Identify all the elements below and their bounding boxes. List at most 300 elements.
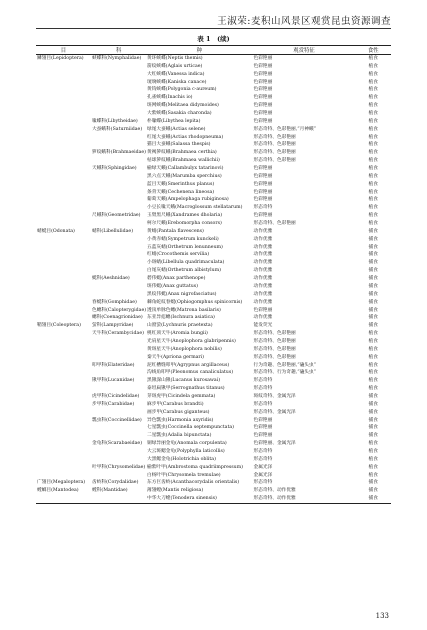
cell-species: 孔雀蛱蝶(Inachis io) (147, 95, 193, 101)
cell-trait: 形态奇特、色彩艳丽 (253, 221, 296, 227)
cell-family: 步甲科(Carabidae) (92, 401, 135, 407)
cell-trait: 色彩艳丽 (253, 173, 273, 179)
cell-family: 萤科(Lampyridae) (92, 323, 134, 329)
column-header-family: 科 (115, 48, 122, 54)
cell-trait: 行为奇趣、色彩艳丽,“磕头虫” (253, 362, 317, 368)
cell-family: 瓢虫科(Coccinellidae) (92, 417, 142, 423)
cell-species: 榆紫叶甲(Ambrostoma quadriimpressum) (147, 464, 243, 470)
cell-diet: 植食 (368, 441, 378, 447)
table-row (36, 244, 391, 252)
cell-order (36, 251, 91, 259)
cell-family (91, 495, 146, 503)
cell-trait: 色彩艳丽 (253, 181, 273, 187)
cell-trait: 动作优雅 (253, 283, 273, 289)
table-row (36, 86, 391, 94)
cell-family (91, 385, 146, 393)
cell-trait: 形态奇特、色彩艳丽 (253, 338, 296, 344)
cell-trait: 动作优雅 (253, 276, 273, 282)
cell-family: 春蜓科(Gomphidae) (92, 299, 137, 305)
cell-diet: 植食 (368, 338, 378, 344)
table-row (36, 495, 391, 503)
cell-trait: 金属光泽 (253, 464, 273, 470)
cell-order: 螳螂目(Mantodea) (37, 488, 79, 494)
cell-order (36, 189, 91, 197)
cell-diet: 捕食 (368, 496, 378, 502)
cell-species: 黄斑星天牛(Anoplophora nobilis) (147, 346, 222, 352)
table-row (36, 71, 391, 79)
cell-family (91, 157, 146, 165)
table-header-row (36, 46, 391, 55)
cell-species: 棘角蛇纹春蜓(Ophiogomphus spinicornis) (147, 299, 243, 305)
cell-trait: 色彩艳丽 (253, 118, 273, 124)
table-row (36, 251, 391, 259)
table-row (36, 354, 391, 362)
cell-family: 螳科(Mantidae) (92, 488, 128, 494)
table-row (36, 487, 391, 495)
table-row (36, 110, 391, 118)
table-row (36, 220, 391, 228)
table-row (36, 181, 391, 189)
cell-trait: 形态奇特、色彩艳丽 (253, 134, 296, 140)
cell-diet: 植食 (368, 87, 378, 93)
cell-trait: 色彩艳丽 (253, 63, 273, 69)
cell-order (36, 141, 91, 149)
cell-trait: 动作优雅 (253, 244, 273, 250)
cell-family (91, 86, 146, 94)
table-row (36, 314, 391, 322)
table-row (36, 322, 391, 330)
table-row (36, 275, 391, 283)
cell-order (36, 196, 91, 204)
table-row (36, 259, 391, 267)
cell-species: 红蜻(Crocothemis servilia) (147, 252, 210, 258)
cell-order (36, 134, 91, 142)
table-row (36, 173, 391, 181)
cell-order (36, 86, 91, 94)
table-row (36, 307, 391, 315)
cell-diet: 植食 (368, 181, 378, 187)
column-header-order: 目 (60, 48, 67, 54)
cell-trait: 形态奇特、色彩艳丽 (253, 158, 296, 164)
cell-order (36, 369, 91, 377)
table-row (36, 417, 391, 425)
cell-trait: 形态奇特、色彩艳丽 (253, 331, 296, 337)
cell-diet: 植食 (368, 189, 378, 195)
cell-family (91, 472, 146, 480)
cell-family (91, 338, 146, 346)
cell-family (91, 102, 146, 110)
cell-species: 铜绿异丽金龟(Anomala corpulenta) (147, 441, 227, 447)
cell-family: 天牛科(Cerambycidae) (92, 331, 144, 337)
cell-species: 黄环蛱蝶(Neptis themis) (147, 56, 203, 61)
cell-family (91, 134, 146, 142)
table-caption: 表 1 (续) (197, 35, 230, 43)
cell-diet: 捕食 (368, 236, 378, 242)
cell-diet: 植食 (368, 95, 378, 101)
cell-diet: 捕食 (368, 401, 378, 407)
table-row (36, 479, 391, 487)
cell-species: 二星瓢虫(Adalia bipunctata) (147, 433, 212, 439)
cell-family (91, 267, 146, 275)
cell-species: 光肩星天牛(Anoplophora glabripennis) (147, 338, 236, 344)
cell-trait: 能发荧光 (253, 323, 273, 329)
cell-family (91, 79, 146, 87)
cell-order (36, 456, 91, 464)
cell-order (36, 181, 91, 189)
cell-diet: 植食 (368, 158, 378, 164)
cell-family (91, 259, 146, 267)
cell-trait: 动作优雅 (253, 291, 273, 297)
cell-species: 猫目大蚕蛾(Salassa thespis) (147, 142, 211, 148)
cell-order (36, 71, 91, 79)
cell-diet: 植食 (368, 472, 378, 478)
cell-family (91, 204, 146, 212)
cell-family: 齿蛉科(Corydalidae) (92, 480, 139, 486)
cell-species: 碧伟蜓(Anax parthenope) (147, 276, 206, 282)
cell-order (36, 338, 91, 346)
cell-species: 白杨叶甲(Chrysomela tremulae) (147, 472, 221, 478)
cell-family: 蜓科(Aeshnidae) (92, 276, 130, 282)
cell-diet: 捕食 (368, 425, 378, 431)
cell-species: 箭纹蛱蝶(Aglais urticae) (147, 63, 203, 69)
cell-diet: 植食 (368, 448, 378, 454)
cell-diet: 植食 (368, 56, 378, 61)
cell-family: 蛱蝶科(Nymphalidae) (92, 56, 142, 61)
table-row (36, 79, 391, 87)
cell-trait: 色彩艳丽 (253, 111, 273, 117)
cell-family: 喙蝶科(Libytheidae) (92, 118, 138, 124)
table-row (36, 134, 391, 142)
cell-diet: 捕食 (368, 409, 378, 415)
cell-diet: 植食 (368, 111, 378, 117)
cell-diet: 植食 (368, 331, 378, 337)
cell-order (36, 259, 91, 267)
cell-species: 麻步甲(Carabus brandti) (147, 401, 204, 407)
cell-order (36, 307, 91, 315)
cell-diet: 捕食 (368, 260, 378, 266)
cell-trait: 色彩艳丽 (253, 213, 273, 219)
cell-diet: 捕食 (368, 228, 378, 234)
cell-trait: 色彩艳丽 (253, 79, 273, 85)
cell-diet: 植食 (368, 166, 378, 172)
cell-trait: 色彩艳丽 (253, 56, 273, 61)
cell-order (36, 244, 91, 252)
cell-species: 沟线角叩甲(Pleonomus canaliculatus) (147, 370, 234, 376)
cell-species: 黑锹深山锹(Lucanus kurosawai) (147, 378, 221, 384)
cell-family (91, 94, 146, 102)
cell-diet: 植食 (368, 79, 378, 85)
cell-order (36, 291, 91, 299)
cell-diet: 捕食 (368, 276, 378, 282)
cell-species: 透顶单脉色蟌(Matrona basilaris) (147, 307, 221, 313)
cell-family (91, 71, 146, 79)
cell-trait: 形态奇特、色彩艳丽 (253, 346, 296, 352)
table-row (36, 55, 391, 63)
cell-trait: 形态奇特 (253, 401, 273, 407)
cell-diet: 植食 (368, 134, 378, 140)
cell-trait: 色彩艳丽、金属光泽 (253, 441, 296, 447)
table-row (36, 448, 391, 456)
cell-family (91, 432, 146, 440)
table-row (36, 63, 391, 71)
cell-diet: 植食 (368, 150, 378, 156)
cell-order (36, 173, 91, 181)
cell-order (36, 275, 91, 283)
table-row (36, 212, 391, 220)
cell-trait: 色彩艳丽 (253, 307, 273, 313)
cell-trait: 色彩艳丽 (253, 417, 273, 423)
table-row (36, 165, 391, 173)
cell-species: 玉臂黑尺蛾(Xandrames dholaria) (147, 213, 223, 219)
table-row (36, 283, 391, 291)
cell-order (36, 401, 91, 409)
cell-species: 琉璃蛱蝶(Kaniska canace) (147, 79, 207, 85)
cell-species: 小豆长喙天蛾(Macroglossum stellatarum) (147, 205, 243, 211)
cell-diet: 植食 (368, 118, 378, 124)
cell-family: 虎甲科(Cicindelidae) (92, 393, 140, 399)
table-row (36, 330, 391, 338)
cell-family: 叶甲科(Chrysomelidae) (92, 464, 146, 470)
cell-trait: 斑纹奇特、金属光泽 (253, 393, 296, 399)
cell-trait: 动作优雅 (253, 252, 273, 258)
cell-order (36, 63, 91, 71)
cell-diet: 捕食 (368, 480, 378, 486)
cell-species: 黑六点天蛾(Marumba sperchius) (147, 173, 222, 179)
cell-diet: 捕食 (368, 417, 378, 423)
cell-trait: 色彩艳丽 (253, 87, 273, 93)
cell-diet: 植食 (368, 354, 378, 360)
cell-species: 大紫蛱蝶(Sasakia charonda) (147, 111, 212, 117)
table-row (36, 228, 391, 236)
cell-diet: 捕食 (368, 323, 378, 329)
cell-family (91, 63, 146, 71)
cell-diet: 捕食 (368, 307, 378, 313)
cell-diet: 捕食 (368, 283, 378, 289)
cell-diet: 植食 (368, 464, 378, 470)
cell-family: 叩甲科(Elateridae) (92, 362, 135, 368)
cell-diet: 植食 (368, 386, 378, 392)
table-row (36, 299, 391, 307)
cell-trait: 形态奇特 (253, 456, 273, 462)
cell-trait: 形态奇特 (253, 480, 273, 486)
cell-order (36, 346, 91, 354)
cell-trait: 动作优雅 (253, 228, 273, 234)
cell-family (91, 424, 146, 432)
table-row (36, 338, 391, 346)
cell-trait: 色彩艳丽 (253, 189, 273, 195)
cell-trait: 色彩艳丽 (253, 71, 273, 77)
cell-diet: 捕食 (368, 299, 378, 305)
table-row (36, 385, 391, 393)
cell-diet: 植食 (368, 221, 378, 227)
page-number: 133 (375, 612, 389, 620)
cell-species: 芽斑虎甲(Cicindela gemmata) (147, 393, 216, 399)
table-row (36, 456, 391, 464)
cell-trait: 形态奇特、色彩艳丽 (253, 142, 296, 148)
table-row (36, 291, 391, 299)
cell-family (91, 448, 146, 456)
cell-species: 山窗萤(Lychnuris praetexta) (147, 323, 213, 329)
cell-species: 斑伟蜓(Anax guttatus) (147, 283, 198, 289)
cell-family (91, 354, 146, 362)
table-row (36, 393, 391, 401)
species-table (36, 45, 391, 504)
cell-order: 广翅目(Megaloptera) (37, 480, 86, 486)
column-header-trait: 观赏特征 (293, 48, 315, 54)
cell-diet: 植食 (368, 63, 378, 69)
species-table-wrapper (36, 45, 391, 504)
cell-order (36, 126, 91, 134)
cell-diet: 捕食 (368, 252, 378, 258)
cell-species: 七星瓢虫(Coccinella septempunctata) (147, 425, 234, 431)
cell-species: 大云斑鳃金龟(Polyphylla laticollis) (147, 448, 225, 454)
cell-order (36, 79, 91, 87)
cell-family (91, 173, 146, 181)
cell-family: 色蟌科(Calopterygidae) (92, 307, 147, 313)
cell-order (36, 417, 91, 425)
cell-order (36, 424, 91, 432)
cell-trait: 金属光泽 (253, 472, 273, 478)
page-header: 王淑荣:麦积山风景区观赏昆虫资源调查 (217, 16, 391, 27)
cell-family: 大蚕蛾科(Saturniidae) (92, 126, 143, 132)
cell-diet: 植食 (368, 142, 378, 148)
cell-diet: 植食 (368, 370, 378, 376)
table-row (36, 141, 391, 149)
cell-family: 蜻科(Libellulidae) (92, 228, 134, 234)
cell-order (36, 102, 91, 110)
table-row (36, 377, 391, 385)
cell-species: 黄钩蛱蝶(Polygonia c-aureum) (147, 87, 217, 93)
cell-diet: 捕食 (368, 433, 378, 439)
cell-trait: 色彩艳丽 (253, 103, 273, 109)
cell-species: 朴喙蝶(Libythea lepita) (147, 118, 201, 124)
cell-order (36, 212, 91, 220)
cell-diet: 植食 (368, 71, 378, 77)
cell-family (91, 110, 146, 118)
table-row (36, 267, 391, 275)
cell-order (36, 267, 91, 275)
table-row (36, 472, 391, 480)
cell-order (36, 432, 91, 440)
table-row (36, 236, 391, 244)
cell-trait: 形态奇特 (253, 205, 273, 211)
cell-order (36, 472, 91, 480)
cell-species: 东亚异痣蟌(Ischnura asiatica) (147, 315, 215, 321)
table-row (36, 440, 391, 448)
table-row (36, 346, 391, 354)
cell-species: 秦天牛(Apriona germari) (147, 354, 204, 360)
cell-order (36, 149, 91, 157)
cell-diet: 捕食 (368, 244, 378, 250)
cell-family: 箩纹蛾科(Brahmaeidae) (92, 150, 147, 156)
table-row (36, 362, 391, 370)
table-row (36, 204, 391, 212)
cell-species: 泰坦扁锹甲(Serrognathus titanus) (147, 386, 225, 392)
cell-species: 斑网蛱蝶(Melitaea didymoides) (147, 103, 219, 109)
cell-family (91, 291, 146, 299)
cell-diet: 植食 (368, 205, 378, 211)
cell-diet: 植食 (368, 173, 378, 179)
cell-trait: 动作优雅 (253, 315, 273, 321)
cell-trait: 动作优雅 (253, 260, 273, 266)
cell-trait: 形态奇特 (253, 378, 273, 384)
cell-trait: 色彩艳丽 (253, 166, 273, 172)
cell-order (36, 464, 91, 472)
cell-diet: 捕食 (368, 291, 378, 297)
cell-species: 画步甲(Carabus giganteus) (147, 409, 210, 415)
cell-order (36, 236, 91, 244)
table-row (36, 157, 391, 165)
table-row (36, 432, 391, 440)
cell-order (36, 204, 91, 212)
table-row (36, 94, 391, 102)
header-rule (36, 28, 391, 29)
cell-species: 蓝目天蛾(Smerinthus planus) (147, 181, 215, 187)
cell-family (91, 236, 146, 244)
cell-diet: 植食 (368, 362, 378, 368)
cell-order (36, 495, 91, 503)
table-row (36, 149, 391, 157)
table-body (36, 55, 391, 504)
cell-species: 小斑蜻(Libellula quadrimaculata) (147, 260, 225, 266)
cell-species: 黑纹伟蜓(Anax nigrofasciatus) (147, 291, 217, 297)
cell-diet: 植食 (368, 126, 378, 132)
cell-order (36, 377, 91, 385)
cell-diet: 捕食 (368, 315, 378, 321)
cell-trait: 形态奇特、动作优雅 (253, 496, 296, 502)
cell-species: 榆绿天蛾(Callambulyx tatarinovi) (147, 166, 224, 172)
cell-order (36, 110, 91, 118)
cell-trait: 形态奇特、色彩艳丽,“月神蛾” (253, 126, 317, 132)
cell-order (36, 220, 91, 228)
cell-trait: 形态奇特、色彩艳丽 (253, 150, 296, 156)
table-row (36, 126, 391, 134)
cell-species: 柯尔尺蛾(Erebomorpha consors) (147, 221, 222, 227)
cell-order: 鞘翅目(Coleoptera) (37, 323, 81, 329)
cell-species: 大黑鳃金龟(Holotrichia oblita) (147, 456, 216, 462)
cell-trait: 色彩艳丽 (253, 425, 273, 431)
cell-order (36, 118, 91, 126)
cell-diet: 捕食 (368, 393, 378, 399)
cell-diet: 植食 (368, 103, 378, 109)
cell-family: 蟌科(Coenagrionidae) (92, 315, 143, 321)
table-row (36, 196, 391, 204)
table-row (36, 102, 391, 110)
cell-trait: 动作优雅 (253, 268, 273, 274)
cell-species: 红尾大蚕蛾(Actias rhodopneuma) (147, 134, 224, 140)
cell-species: 五蓝灰蜻(Orthetrum lenunneum) (147, 244, 223, 250)
cell-diet: 植食 (368, 213, 378, 219)
cell-family (91, 181, 146, 189)
cell-diet: 植食 (368, 378, 378, 384)
cell-species: 东方巨齿蛉(Acanthacorydalis orientalis) (147, 480, 240, 486)
cell-species: 白尾灰蜻(Orthetrum albistylum) (147, 268, 221, 274)
table-row (36, 409, 391, 417)
column-header-species: 种 (196, 48, 202, 54)
cell-trait: 色彩艳丽 (253, 433, 273, 439)
cell-family: 天蛾科(Sphingidae) (92, 166, 137, 172)
cell-family (91, 244, 146, 252)
table-row (36, 189, 391, 197)
cell-diet: 捕食 (368, 488, 378, 494)
cell-family (91, 251, 146, 259)
cell-trait: 动作优雅 (253, 299, 273, 305)
cell-trait: 色彩艳丽 (253, 197, 273, 203)
cell-order: 蜻蜓目(Odonata) (37, 228, 75, 234)
cell-species: 绿尾大蚕蛾(Actias selene) (147, 126, 206, 132)
cell-diet: 植食 (368, 197, 378, 203)
cell-diet: 植食 (368, 346, 378, 352)
